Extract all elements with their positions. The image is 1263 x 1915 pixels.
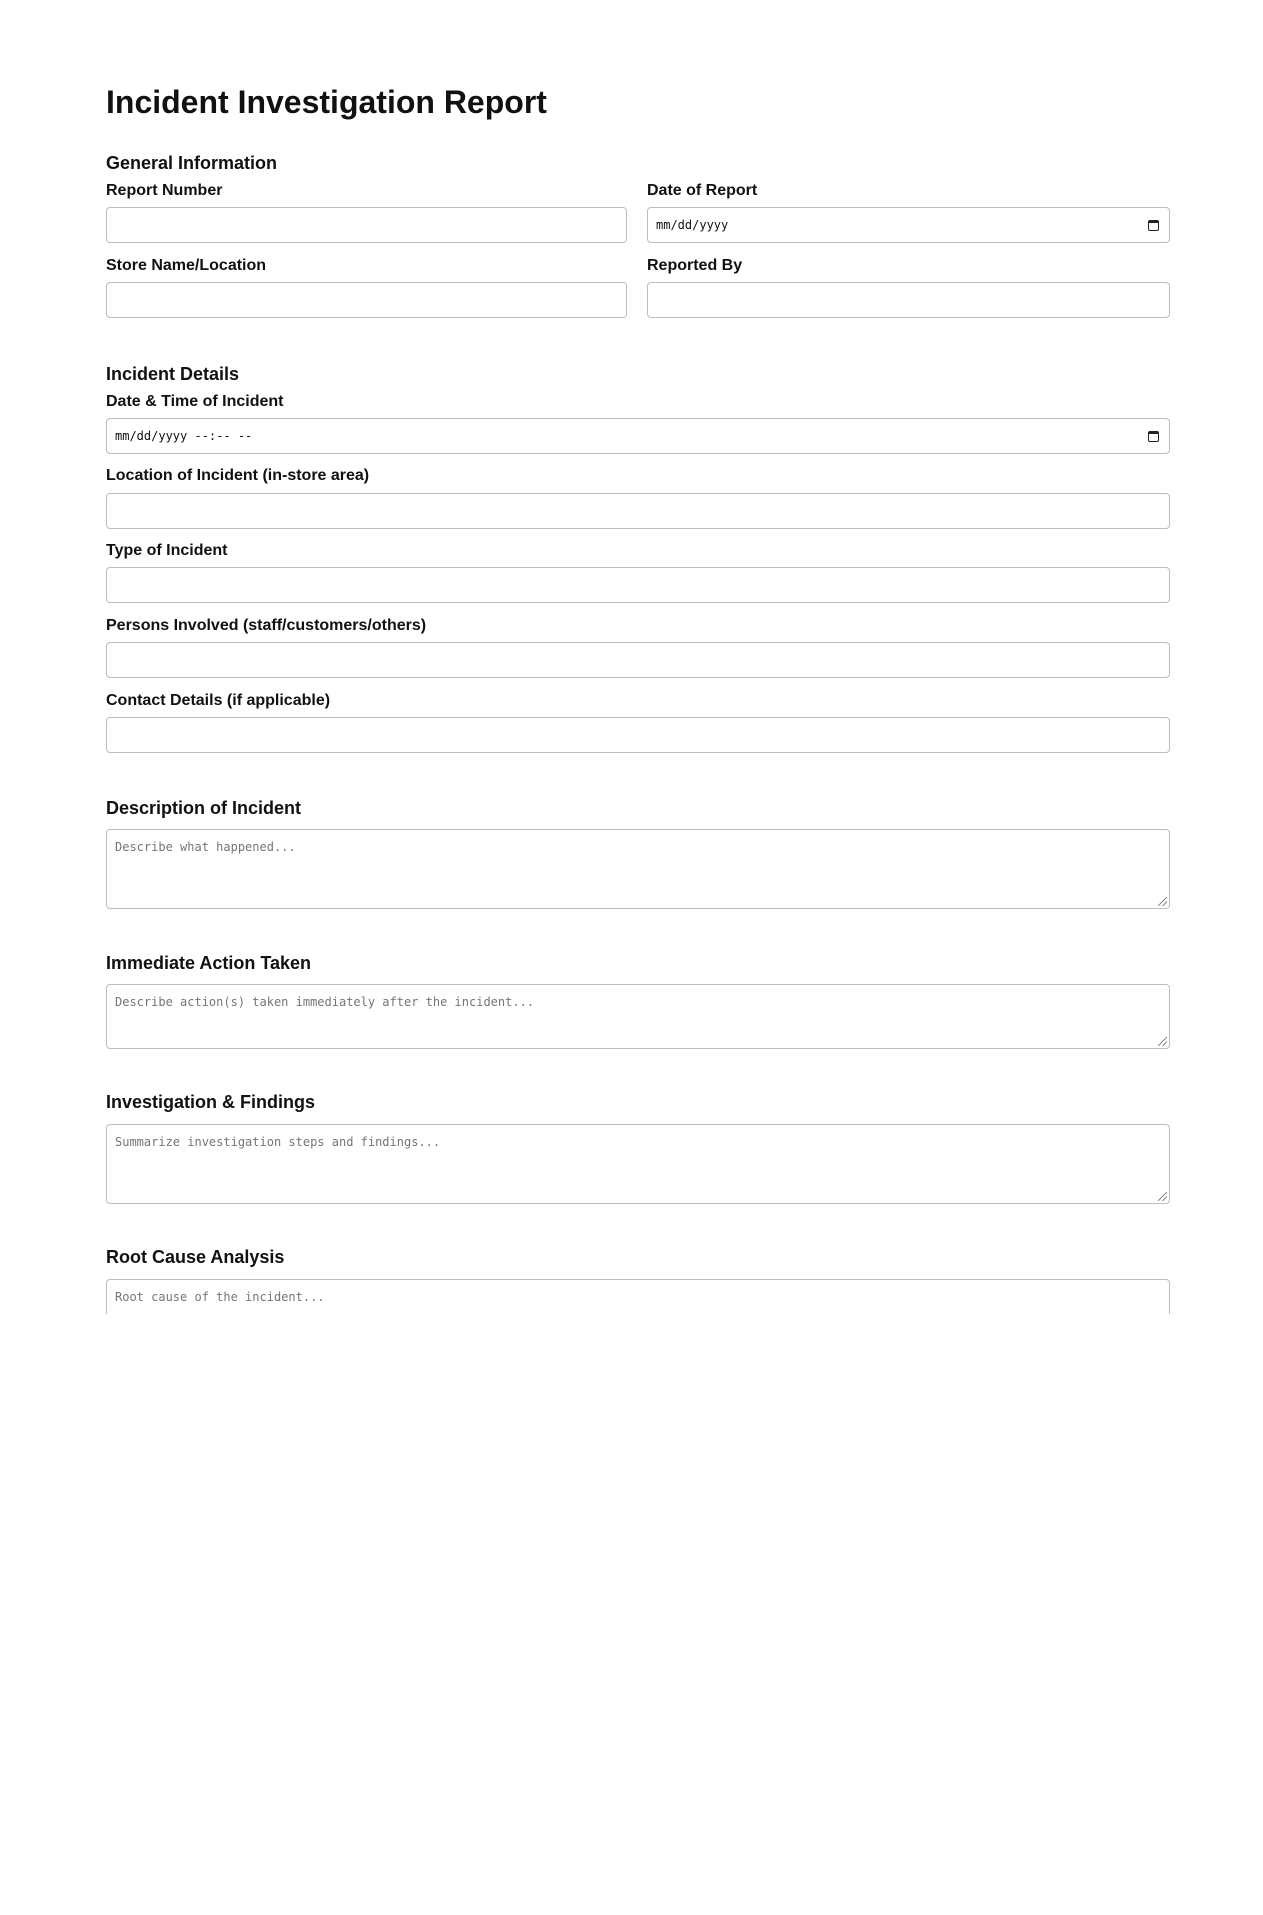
section-investigation: Investigation & Findings — [106, 1092, 316, 1112]
immediate-action-textarea[interactable] — [106, 984, 1170, 1049]
store-location-label: Store Name/Location — [106, 257, 267, 274]
resize-grip-icon[interactable] — [1158, 897, 1167, 906]
incident-type-label: Type of Incident — [106, 542, 228, 559]
resize-grip-icon[interactable] — [1158, 1192, 1167, 1201]
description-textarea[interactable] — [106, 829, 1170, 909]
calendar-icon[interactable] — [1148, 220, 1159, 231]
incident-datetime-input[interactable] — [106, 418, 1170, 454]
investigation-placeholder: Summarize investigation steps and findings... — [115, 1135, 441, 1149]
date-of-report-input[interactable] — [647, 207, 1170, 243]
report-number-label: Report Number — [106, 182, 223, 199]
investigation-textarea[interactable] — [106, 1124, 1170, 1204]
persons-involved-input[interactable] — [106, 642, 1170, 678]
calendar-icon[interactable] — [1148, 431, 1159, 442]
section-immediate-action: Immediate Action Taken — [106, 953, 312, 973]
section-incident-details: Incident Details — [106, 364, 240, 384]
contact-details-label: Contact Details (if applicable) — [106, 692, 331, 709]
root-cause-placeholder: Root cause of the incident... — [115, 1290, 325, 1304]
report-number-input[interactable] — [106, 207, 627, 243]
section-description: Description of Incident — [106, 798, 302, 818]
incident-location-input[interactable] — [106, 493, 1170, 529]
incident-type-input[interactable] — [106, 567, 1170, 603]
incident-datetime-label: Date & Time of Incident — [106, 393, 284, 410]
date-of-report-label: Date of Report — [647, 182, 758, 199]
store-location-input[interactable] — [106, 282, 627, 318]
description-placeholder: Describe what happened... — [115, 840, 296, 854]
date-of-report-value: mm/dd/yyyy — [656, 218, 729, 232]
contact-details-input[interactable] — [106, 717, 1170, 753]
reported-by-label: Reported By — [647, 257, 743, 274]
immediate-action-placeholder: Describe action(s) taken immediately after the incident... — [115, 995, 535, 1009]
section-general-information: General Information — [106, 153, 278, 173]
page-title: Incident Investigation Report — [106, 84, 547, 120]
root-cause-textarea[interactable] — [106, 1279, 1170, 1314]
reported-by-input[interactable] — [647, 282, 1170, 318]
resize-grip-icon[interactable] — [1158, 1037, 1167, 1046]
persons-involved-label: Persons Involved (staff/customers/others) — [106, 617, 427, 634]
incident-datetime-value: mm/dd/yyyy --:-- -- — [115, 429, 253, 443]
incident-location-label: Location of Incident (in-store area) — [106, 467, 370, 484]
section-root-cause: Root Cause Analysis — [106, 1247, 285, 1267]
